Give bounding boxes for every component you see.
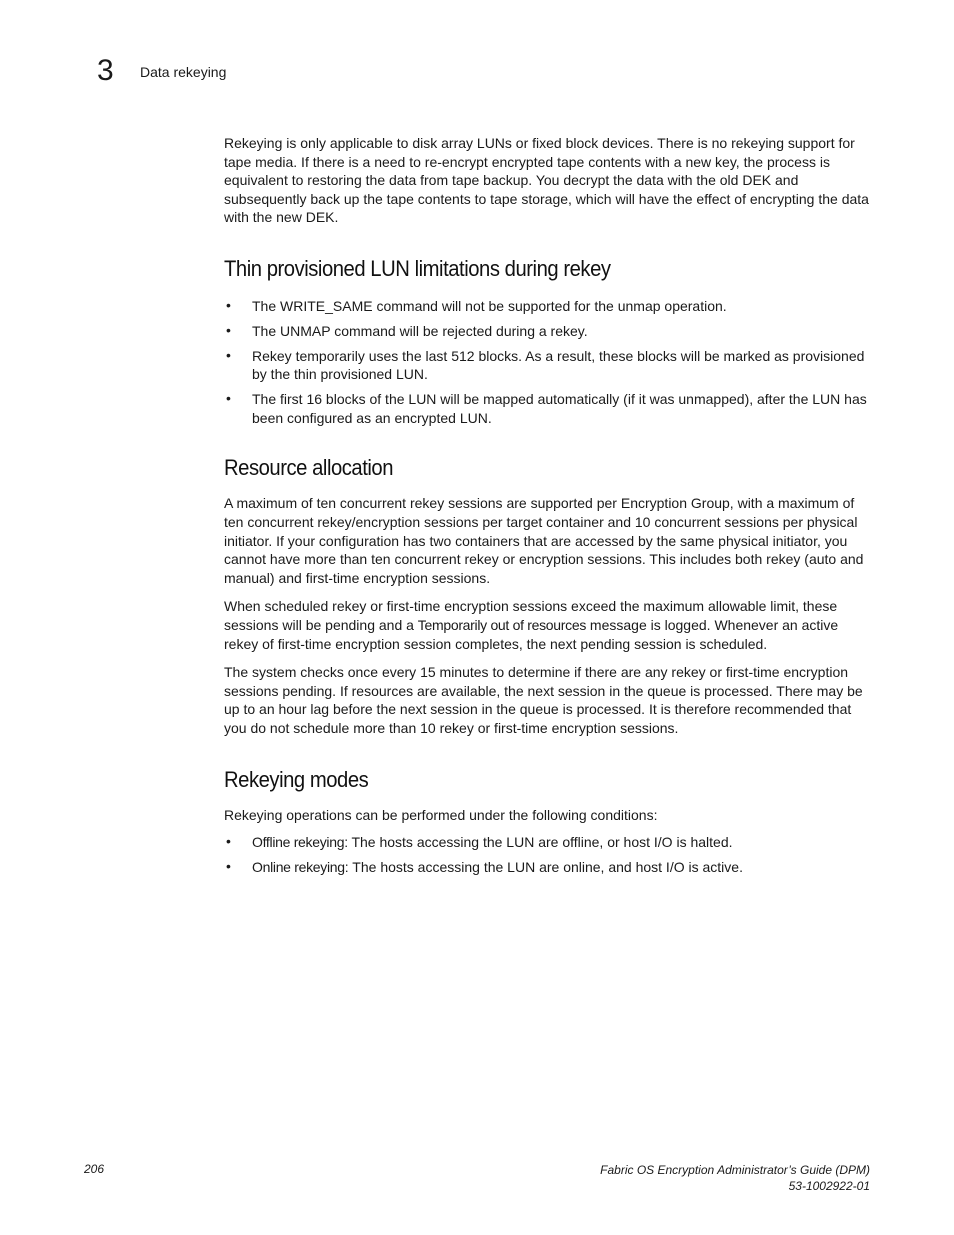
- thin-bullet-list: [224, 297, 870, 427]
- chapter-number: 3: [97, 54, 114, 87]
- bullet-icon: •: [226, 321, 231, 338]
- list-item: • Rekey temporarily uses the last 512 blocks. As a result, these blocks will be marked as provisioned by the thin provisioned LUN.: [226, 346, 865, 383]
- resource-paragraph-1: A maximum of ten concurrent rekey sessions are supported per Encryption Group, with a maximum of ten concurrent rekey/encryption sessions per target container and 10 concurrent sessions per physical initiator. If your configuration has two containers that are accessed by the same physical initiator, you cannot have more than ten concurrent rekey or encryption sessions. This includes both rekey (auto and manual) and first-time encryption sessions.: [224, 495, 864, 586]
- list-item: • The first 16 blocks of the LUN will be mapped automatically (if it was unmapped), after the LUN has been configured as an encrypted LUN.: [226, 390, 867, 426]
- list-item: • Online rekeying: The hosts accessing the LUN are online, and host I/O is active.: [226, 858, 743, 876]
- footer-doc-info: [600, 1162, 870, 1194]
- bullet-icon: •: [226, 390, 231, 407]
- page-content: [224, 134, 870, 883]
- heading-rekeying-modes: Rekeying modes: [224, 766, 369, 792]
- bullet-icon: •: [226, 858, 231, 875]
- list-item: • The UNMAP command will be rejected during a rekey.: [226, 321, 588, 339]
- resource-paragraph-2: When scheduled rekey or first-time encryption sessions exceed the maximum allowable limit, these sessions will be pending and a Temporarily out of resources message is logged. Whenever an active rekey of first-time encryption session completes, the next pending session is scheduled.: [224, 598, 839, 652]
- intro-paragraph: Rekeying is only applicable to disk array LUNs or fixed block devices. There is no rekeying support for tape media. If there is a need to re-encrypt encrypted tape contents with a new key, the process is equivalent to restoring the data from tape backup. You decrypt the data with the old DEK and subsequently back up the tape contents to tape storage, which will have the effect of encrypting the data with the new DEK.: [224, 135, 869, 226]
- mode-term: Online rekeying: [252, 859, 345, 876]
- bullet-icon: •: [226, 346, 231, 363]
- modes-intro: Rekeying operations can be performed under the following conditions:: [224, 806, 658, 823]
- doc-number: 53-1002922-01: [788, 1179, 870, 1193]
- modes-bullet-list: [224, 833, 870, 876]
- list-item: • The WRITE_SAME command will not be supported for the unmap operation.: [226, 296, 727, 314]
- resource-paragraph-3: The system checks once every 15 minutes to determine if there are any rekey or first-time encryption sessions pending. If resources are available, the next session in the queue is processed. There may be up to an hour lag before the next session in the queue is processed. It is therefore recommended that you do not schedule more than 10 rekey or first-time encryption sessions.: [224, 664, 863, 736]
- message-term: Temporarily out of resources: [417, 616, 587, 633]
- heading-resource-allocation: Resource allocation: [224, 455, 394, 481]
- bullet-icon: •: [226, 296, 231, 313]
- page-number: 206: [84, 1162, 105, 1176]
- guide-title: Fabric OS Encryption Administrator’s Guide (DPM): [600, 1163, 870, 1177]
- heading-thin-provisioned: Thin provisioned LUN limitations during rekey: [224, 255, 611, 281]
- mode-term: Offline rekeying:: [252, 834, 348, 851]
- bullet-icon: •: [226, 833, 231, 850]
- list-item: • Offline rekeying: The hosts accessing the LUN are offline, or host I/O is halted.: [226, 833, 733, 851]
- chapter-title: Data rekeying: [140, 64, 227, 80]
